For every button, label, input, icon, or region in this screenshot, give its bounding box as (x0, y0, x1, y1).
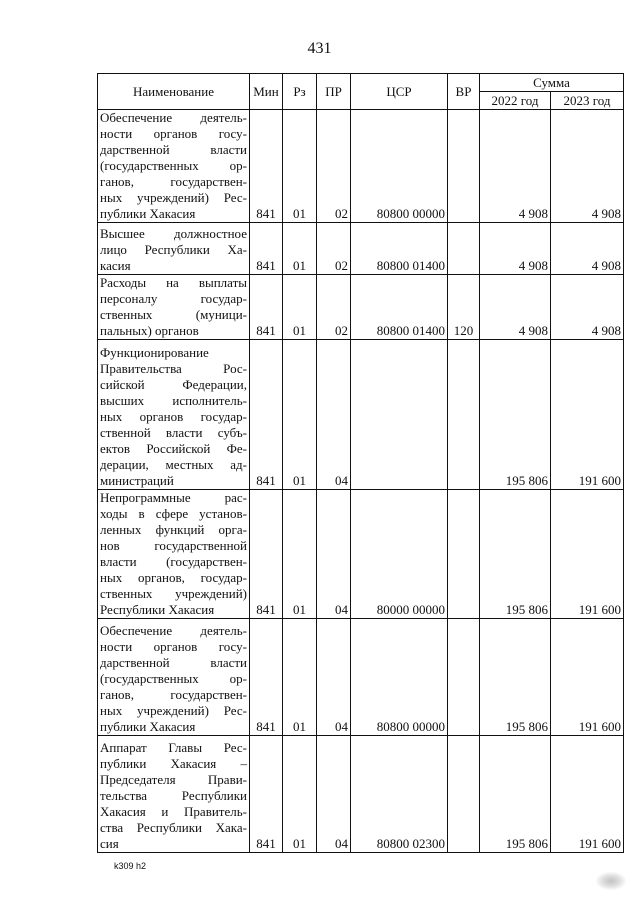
header-vr: ВР (448, 74, 480, 110)
row-name: Обеспечение деятель- ности органов госу- дарственной власти (государственных ор- ганов, государствен- ных учреждений) Рес- публики Хакасия (98, 110, 250, 223)
row-csr: 80800 02300 (351, 736, 448, 853)
row-2022: 4 908 (480, 110, 551, 223)
table-row (98, 736, 624, 853)
row-name: Расходы на выплаты персоналу государ- ственных (муници- пальных) органов (98, 275, 250, 340)
row-name: Аппарат Главы Рес- публики Хакасия – Председателя Прави- тельства Республики Хакасия и Правитель- ства Республики Хака- сия (98, 736, 250, 853)
row-csr: 80800 01400 (351, 223, 448, 275)
row-name: Обеспечение деятель- ности органов госу- дарственной власти (государственных ор- ганов, государствен- ных учреждений) Рес- публики Хакасия (98, 619, 250, 736)
row-2022: 4 908 (480, 275, 551, 340)
header-min: Мин (250, 74, 283, 110)
row-csr: 80800 00000 (351, 110, 448, 223)
row-2023: 191 600 (551, 736, 624, 853)
row-2022: 195 806 (480, 736, 551, 853)
row-rz: 01 (283, 490, 317, 619)
row-vr: 120 (448, 275, 480, 340)
table-row (98, 223, 624, 275)
header-csr: ЦСР (351, 74, 448, 110)
row-vr (448, 110, 480, 223)
row-csr (351, 340, 448, 490)
row-rz: 01 (283, 223, 317, 275)
scan-mark (596, 872, 626, 890)
page-number: 431 (307, 40, 332, 57)
table-row (98, 275, 624, 340)
row-min: 841 (250, 340, 283, 490)
header-2022: 2022 год (480, 92, 551, 110)
table-body (98, 110, 624, 853)
row-vr (448, 490, 480, 619)
row-pr: 02 (317, 223, 351, 275)
row-min: 841 (250, 736, 283, 853)
row-vr (448, 223, 480, 275)
footer-code: k309 h2 (114, 861, 147, 871)
row-2023: 191 600 (551, 340, 624, 490)
row-min: 841 (250, 110, 283, 223)
row-2023: 4 908 (551, 275, 624, 340)
budget-table (97, 73, 624, 853)
row-name: Высшее должностное лицо Республики Ха- касия (98, 223, 250, 275)
table-row (98, 110, 624, 223)
row-name: Непрограммные рас- ходы в сфере установ- ленных функций орга- нов государственной власти (государствен- ных органов, государ- ственных учреждений) Республики Хакасия (98, 490, 250, 619)
row-min: 841 (250, 275, 283, 340)
row-min: 841 (250, 619, 283, 736)
row-name: Функционирование Правительства Рос- сийской Федерации, высших исполнитель- ных органов государ- ственной власти субъ- ектов Российской Фе- дерации, местных ад- министраций (98, 340, 250, 490)
row-2022: 195 806 (480, 340, 551, 490)
row-rz: 01 (283, 340, 317, 490)
row-pr: 04 (317, 619, 351, 736)
table-row (98, 340, 624, 490)
row-vr (448, 619, 480, 736)
row-rz: 01 (283, 619, 317, 736)
header-2023: 2023 год (551, 92, 624, 110)
row-rz: 01 (283, 275, 317, 340)
row-pr: 04 (317, 490, 351, 619)
row-vr (448, 340, 480, 490)
table-row (98, 490, 624, 619)
header-row-top (98, 74, 624, 92)
row-2022: 195 806 (480, 619, 551, 736)
row-min: 841 (250, 490, 283, 619)
row-2023: 191 600 (551, 619, 624, 736)
row-2023: 4 908 (551, 223, 624, 275)
row-csr: 80800 01400 (351, 275, 448, 340)
row-min: 841 (250, 223, 283, 275)
row-pr: 04 (317, 340, 351, 490)
row-2022: 4 908 (480, 223, 551, 275)
row-rz: 01 (283, 736, 317, 853)
header-pr: ПР (317, 74, 351, 110)
header-sum: Сумма (480, 74, 624, 92)
row-2023: 191 600 (551, 490, 624, 619)
row-csr: 80800 00000 (351, 619, 448, 736)
row-csr: 80000 00000 (351, 490, 448, 619)
row-pr: 02 (317, 275, 351, 340)
header-name: Наименование (98, 74, 250, 110)
row-vr (448, 736, 480, 853)
row-2023: 4 908 (551, 110, 624, 223)
header-rz: Рз (283, 74, 317, 110)
row-rz: 01 (283, 110, 317, 223)
row-2022: 195 806 (480, 490, 551, 619)
row-pr: 02 (317, 110, 351, 223)
table-row (98, 619, 624, 736)
row-pr: 04 (317, 736, 351, 853)
